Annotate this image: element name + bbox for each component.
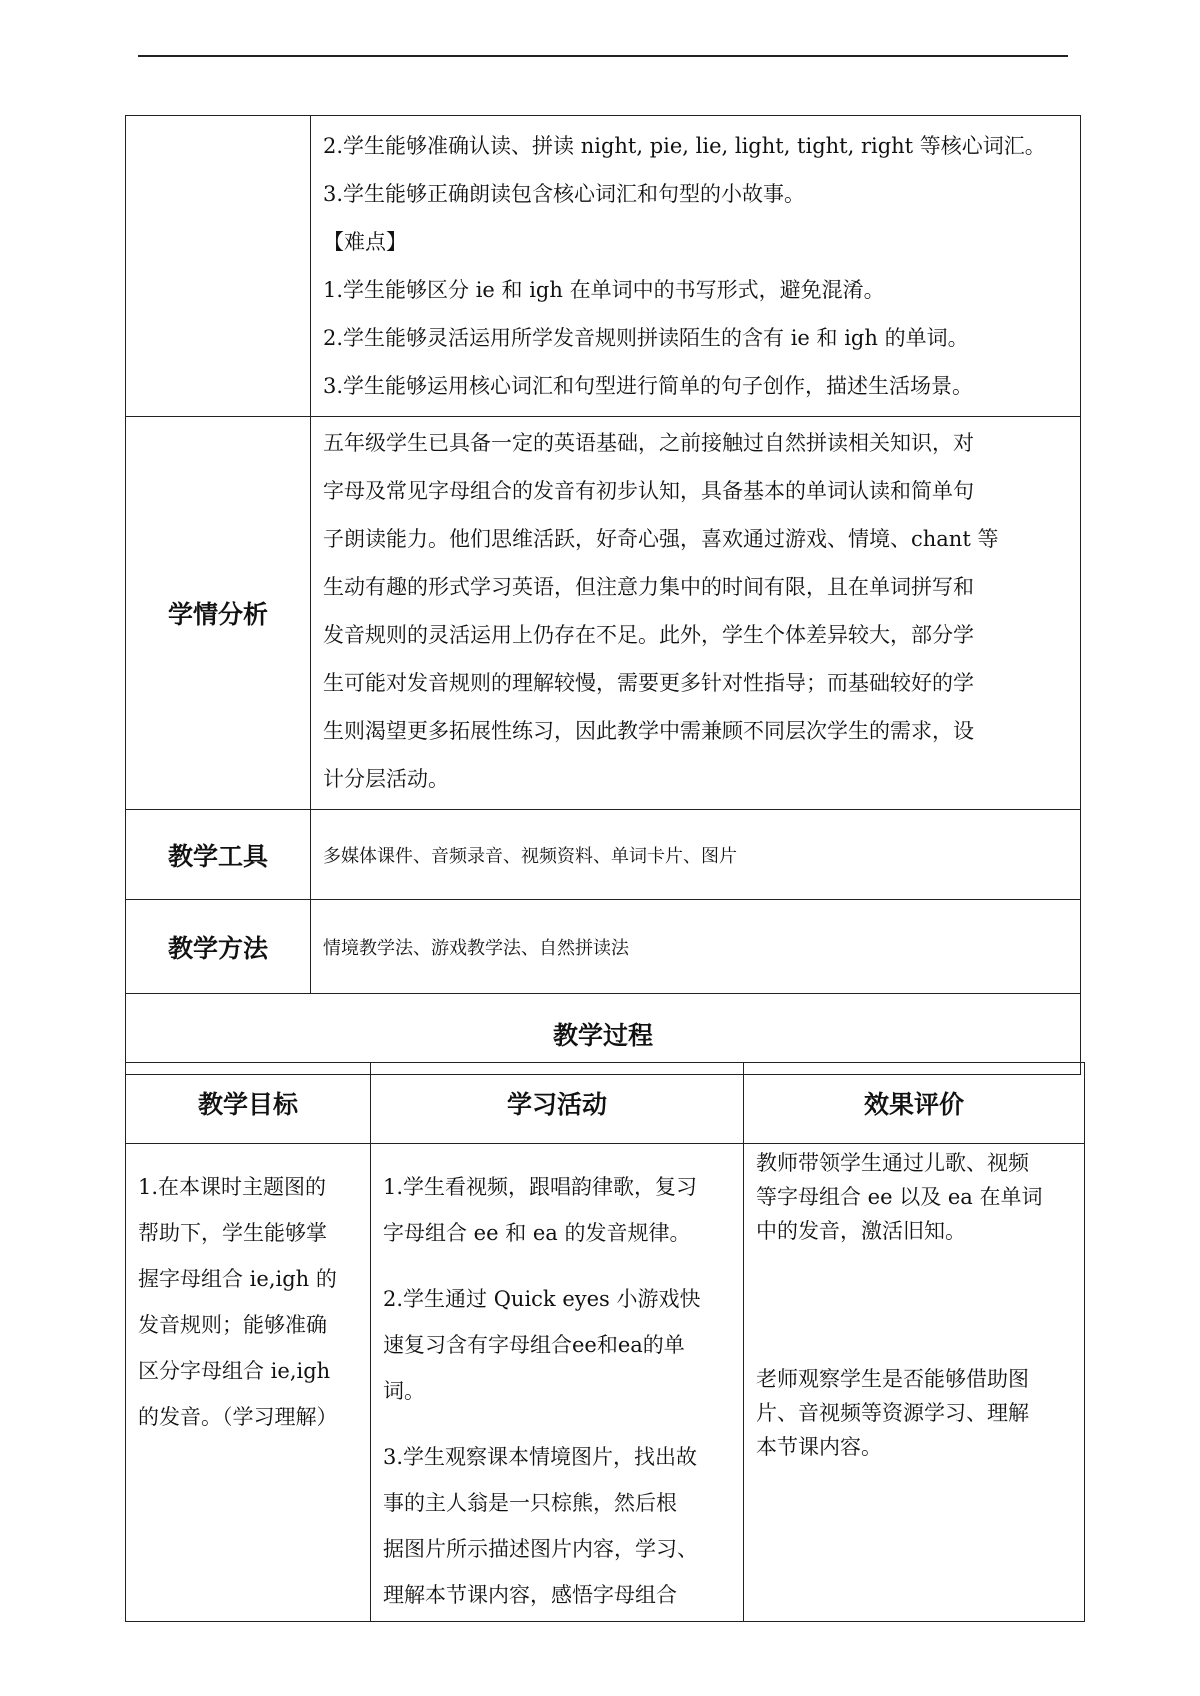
activity-item: [383, 1164, 733, 1256]
evaluation-cell: [744, 1144, 1085, 1622]
text-line: 计分层活动。: [323, 767, 449, 791]
tools-label: 教学工具: [126, 810, 311, 900]
process-row: [126, 1144, 1085, 1622]
text-line: 五年级学生已具备一定的英语基础，之前接触过自然拼读相关知识，对: [323, 431, 974, 455]
header-evaluation: 效果评价: [744, 1063, 1085, 1144]
evaluation-item: [756, 1362, 1074, 1464]
text-line: 1.学生能够区分 ie 和 igh 在单词中的书写形式，避免混淆。: [323, 278, 885, 302]
text-line: 发音规则的灵活运用上仍存在不足。此外，学生个体差异较大，部分学: [323, 623, 974, 647]
text-line: 帮助下，学生能够掌: [138, 1221, 327, 1245]
text-line: 2.学生能够准确认读、拼读 night, pie, lie, light, tight, right 等核心词汇。: [323, 134, 1046, 158]
analysis-row: [126, 417, 1081, 810]
page-header-rule: [138, 55, 1068, 57]
analysis-label: 学情分析: [126, 417, 311, 810]
text-line: 1.在本课时主题图的: [138, 1175, 327, 1199]
text-line: 2.学生通过 Quick eyes 小游戏快: [383, 1287, 701, 1311]
tools-row: [126, 810, 1081, 900]
difficulty-heading: 【难点】: [323, 230, 407, 254]
text-line: 3.学生能够正确朗读包含核心词汇和句型的小故事。: [323, 182, 806, 206]
process-header-row: [126, 1063, 1085, 1144]
text-line: 子朗读能力。他们思维活跃，好奇心强，喜欢通过游戏、情境、chant 等: [323, 527, 999, 551]
process-title: 教学过程: [126, 994, 1081, 1075]
text-line: 据图片所示描述图片内容，学习、: [383, 1537, 698, 1561]
goal-cell: [126, 1144, 371, 1622]
text-line: 生动有趣的形式学习英语，但注意力集中的时间有限，且在单词拼写和: [323, 575, 974, 599]
text-line: 发音规则；能够准确: [138, 1313, 327, 1337]
text-line: 1.学生看视频，跟唱韵律歌，复习: [383, 1175, 698, 1199]
tools-content: 多媒体课件、音频录音、视频资料、单词卡片、图片: [311, 810, 1081, 900]
text-line: 理解本节课内容，感悟字母组合: [383, 1583, 677, 1607]
activity-item: [383, 1434, 733, 1618]
text-line: 3.学生观察课本情境图片，找出故: [383, 1445, 698, 1469]
text-line: 区分字母组合 ie,igh: [138, 1359, 331, 1383]
objectives-label-cell: [126, 116, 311, 417]
evaluation-item: [756, 1146, 1074, 1248]
text-line: 的发音。（学习理解）: [138, 1405, 338, 1429]
objectives-content: [311, 116, 1081, 417]
text-line: 等字母组合 ee 以及 ea 在单词: [756, 1185, 1043, 1209]
text-line: 速复习含有字母组合ee和ea的单: [383, 1333, 685, 1357]
activity-cell: [371, 1144, 744, 1622]
header-activity: 学习活动: [371, 1063, 744, 1144]
text-line: 片、音视频等资源学习、理解: [756, 1401, 1029, 1425]
methods-row: [126, 900, 1081, 994]
text-line: 中的发音，激活旧知。: [756, 1219, 966, 1243]
objectives-row: [126, 116, 1081, 417]
analysis-content: [311, 417, 1081, 810]
text-line: 握字母组合 ie,igh 的: [138, 1267, 337, 1291]
header-goal: 教学目标: [126, 1063, 371, 1144]
text-line: 3.学生能够运用核心词汇和句型进行简单的句子创作，描述生活场景。: [323, 374, 974, 398]
methods-content: 情境教学法、游戏教学法、自然拼读法: [311, 900, 1081, 994]
methods-label: 教学方法: [126, 900, 311, 994]
text-line: 字母及常见字母组合的发音有初步认知，具备基本的单词认读和简单句: [323, 479, 974, 503]
text-line: 教师带领学生通过儿歌、视频: [756, 1151, 1029, 1175]
activity-item: [383, 1276, 733, 1414]
text-line: 词。: [383, 1379, 425, 1403]
text-line: 本节课内容。: [756, 1435, 882, 1459]
lesson-plan-table: [125, 115, 1081, 1075]
text-line: 2.学生能够灵活运用所学发音规则拼读陌生的含有 ie 和 igh 的单词。: [323, 326, 969, 350]
process-table: [125, 1062, 1085, 1622]
spacer: [756, 1248, 1074, 1362]
text-line: 生则渴望更多拓展性练习，因此教学中需兼顾不同层次学生的需求，设: [323, 719, 974, 743]
text-line: 事的主人翁是一只棕熊，然后根: [383, 1491, 677, 1515]
text-line: 生可能对发音规则的理解较慢，需要更多针对性指导；而基础较好的学: [323, 671, 974, 695]
text-line: 字母组合 ee 和 ea 的发音规律。: [383, 1221, 691, 1245]
text-line: 老师观察学生是否能够借助图: [756, 1367, 1029, 1391]
